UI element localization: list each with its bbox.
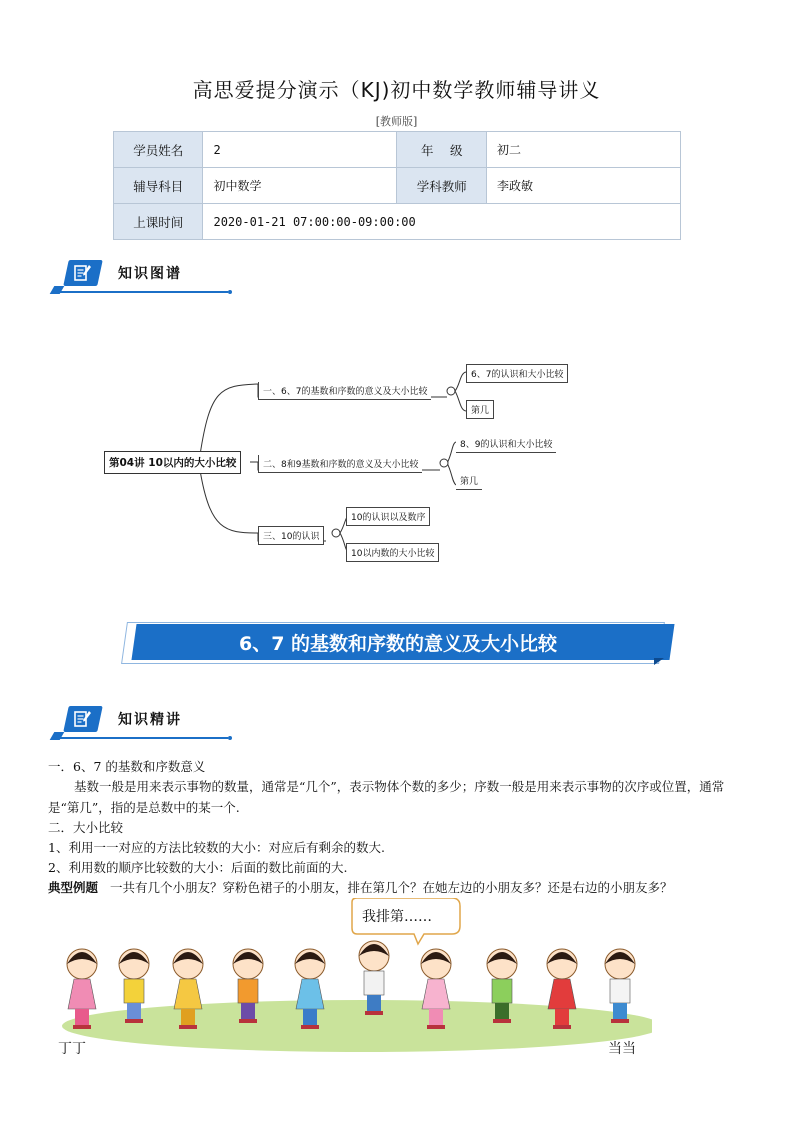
edition-label: [教师版] bbox=[375, 115, 418, 128]
mindmap-branch-3: 三、10的认识 bbox=[258, 526, 324, 545]
section-underline-dot bbox=[228, 736, 232, 740]
topic-banner bbox=[124, 620, 672, 665]
table-cell-value: 初中数学 bbox=[203, 168, 397, 204]
mindmap-leaf: 8、9的认识和大小比较 bbox=[456, 435, 556, 453]
children-row-picture bbox=[52, 898, 652, 1058]
banner-title: 6、7 的基数和序数的意义及大小比较 bbox=[238, 633, 558, 655]
section-title: 知识图谱 bbox=[118, 266, 182, 282]
table-cell-label: 辅导科目 bbox=[114, 168, 203, 204]
example-label: 典型例题 bbox=[48, 880, 99, 895]
list-item: 2、利用数的顺序比较数的大小：后面的数比前面的大. bbox=[48, 860, 348, 875]
table-cell-value: 2 bbox=[203, 132, 397, 168]
kid-name-left: 丁丁 bbox=[58, 1041, 86, 1057]
mindmap-leaf: 第几 bbox=[466, 400, 494, 419]
children-illustration bbox=[52, 898, 652, 1058]
heading-basic-meaning: 一．6、7 的基数和序数意义 bbox=[48, 759, 206, 774]
kid-name-right: 当当 bbox=[608, 1041, 636, 1057]
example-text: 一共有几个小朋友？穿粉色裙子的小朋友，排在第几个？在她左边的小朋友多？还是右边的小朋友多？ bbox=[110, 880, 673, 895]
mindmap-branch-2: 二、8和9基数和序数的意义及大小比较 bbox=[258, 455, 422, 473]
table-cell-label: 学科教师 bbox=[397, 168, 486, 204]
speech-bubble-text: 我排第…… bbox=[362, 909, 432, 925]
section-title: 知识精讲 bbox=[118, 712, 182, 728]
section-underline bbox=[52, 737, 228, 739]
example-question bbox=[48, 878, 748, 899]
heading-compare: 二．大小比较 bbox=[48, 820, 124, 835]
paragraph-basic-meaning: 基数一般是用来表示事物的数量，通常是“几个”，表示物体个数的多少；序数一般是用来表示事物的次序或位置，通常是“第几”，指的是总数中的某一个. bbox=[48, 779, 725, 815]
table-cell-label: 年 级 bbox=[397, 132, 486, 168]
mindmap-leaf: 第几 bbox=[456, 472, 482, 490]
list-item: 1、利用一一对应的方法比较数的大小：对应后有剩余的数大. bbox=[48, 840, 385, 855]
table-cell-label: 上课时间 bbox=[114, 204, 203, 240]
table-cell-value: 2020-01-21 07:00:00-09:00:00 bbox=[203, 204, 681, 240]
mindmap-leaf: 10以内数的大小比较 bbox=[346, 543, 439, 562]
mindmap-branch-1: 一、6、7的基数和序数的意义及大小比较 bbox=[258, 382, 431, 400]
section-header-knowledge-detail bbox=[52, 706, 232, 740]
table-cell-value: 初二 bbox=[486, 132, 680, 168]
banner-corner bbox=[654, 658, 664, 665]
mindmap-leaf: 10的认识以及数序 bbox=[346, 507, 430, 526]
table-cell-label: 学员姓名 bbox=[114, 132, 203, 168]
page-title: 高思爱提分演示（KJ)初中数学教师辅导讲义 bbox=[192, 78, 601, 102]
table-cell-value: 李政敏 bbox=[486, 168, 680, 204]
mindmap-root: 第04讲 10以内的大小比较 bbox=[104, 451, 241, 474]
mindmap-leaf: 6、7的认识和大小比较 bbox=[466, 364, 568, 383]
pencil-note-icon bbox=[63, 706, 103, 732]
